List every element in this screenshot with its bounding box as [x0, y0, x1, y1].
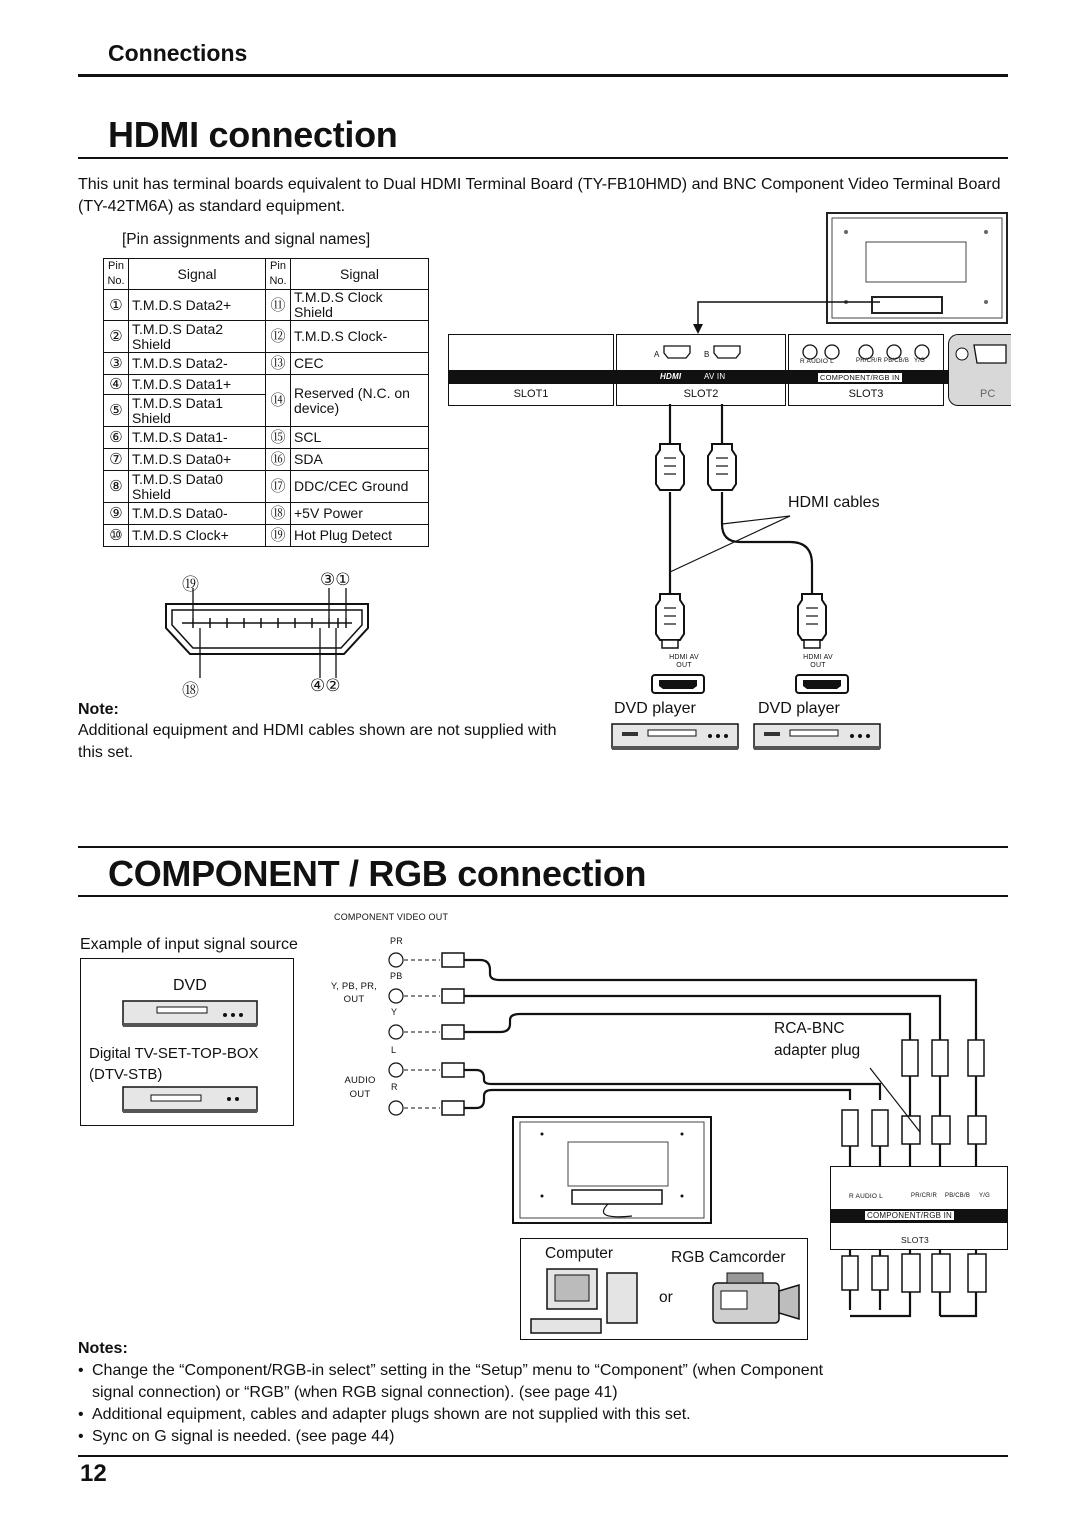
jack-label-pr: PR — [390, 936, 403, 946]
note-item: • Sync on G signal is needed. (see page 44) — [78, 1426, 858, 1448]
pin-number: ⑨ — [104, 503, 129, 525]
footer-rule — [78, 1455, 1008, 1457]
hdmi-title: HDMI connection — [108, 114, 398, 155]
pin-no-header: Pin No. — [104, 259, 129, 290]
pin-number: ⑪ — [266, 290, 291, 321]
pin-signal: T.M.D.S Data1- — [129, 427, 266, 449]
pin-number: ③ — [104, 353, 129, 375]
example-label: Example of input signal source — [80, 936, 298, 953]
terminal-slots — [448, 334, 1010, 406]
jack-label-pb: PB — [390, 971, 403, 981]
pin-signal: +5V Power — [291, 503, 429, 525]
player2-hdmi-port — [795, 674, 849, 694]
panel-slot-label: SLOT3 — [901, 1235, 929, 1245]
connector-label-top-right: ③① — [320, 570, 351, 589]
slot3-audio-label: R AUDIO L — [800, 358, 834, 365]
hdmi-port-a-icon — [662, 344, 692, 360]
hdmi-port-b-icon — [712, 344, 742, 360]
connector-label-top-left: ⑲ — [182, 575, 199, 594]
pin-number: ⑧ — [104, 471, 129, 503]
slot3-name: COMPONENT/RGB IN — [820, 373, 900, 382]
hdmi-port-a-label: A — [654, 350, 660, 359]
pin-number: ⑥ — [104, 427, 129, 449]
pc-label: PC — [980, 388, 996, 400]
rgb-source-box — [520, 1238, 808, 1340]
note-item: • Change the “Component/RGB-in select” setting in the “Setup” menu to “Component” (when Component signal connection) or “RGB” (when RGB signal connection). (see page 41) — [78, 1360, 858, 1404]
component-top-rule — [78, 846, 1008, 848]
pin-number: ⑰ — [266, 471, 291, 503]
pin-number: ① — [104, 290, 129, 321]
pin-number: ② — [104, 321, 129, 353]
pin-signal: T.M.D.S Data2- — [129, 353, 266, 375]
player2-label: DVD player — [758, 700, 840, 717]
pin-signal: SCL — [291, 427, 429, 449]
dvd-player1-icon — [610, 720, 740, 752]
pin-number: ⑯ — [266, 449, 291, 471]
pin-signal: T.M.D.S Data0- — [129, 503, 266, 525]
computer-icon — [527, 1267, 645, 1337]
source-box — [80, 958, 294, 1126]
adapter-label: RCA-BNC adapter plug — [774, 1020, 861, 1059]
pin-no-header: Pin No. — [266, 259, 291, 290]
panel-y-label: Y/G — [979, 1193, 990, 1199]
signal-header: Signal — [129, 259, 266, 290]
connector-label-bottom-left: ⑱ — [182, 681, 199, 700]
computer-label: Computer — [545, 1245, 614, 1262]
pin-caption: [Pin assignments and signal names] — [122, 231, 371, 248]
page-number: 12 — [80, 1460, 107, 1487]
pin-number: ⑤ — [104, 395, 129, 427]
display-rear-panel — [512, 1116, 712, 1224]
notes-heading: Notes: — [78, 1340, 128, 1357]
pin-signal: T.M.D.S Data2+ — [129, 290, 266, 321]
player1-hdmi-port — [651, 674, 705, 694]
hdmi-intro: This unit has terminal boards equivalent to Dual HDMI Terminal Board (TY-FB10HMD) and BNC Component Video Terminal Board (TY-42TM6A) as standard equipment. — [78, 176, 1001, 215]
pin-signal: DDC/CEC Ground — [291, 471, 429, 503]
pin-signal: Hot Plug Detect — [291, 525, 429, 547]
note-text: Additional equipment and HDMI cables shown are not supplied with this set. — [78, 722, 557, 761]
stb-label: Digital TV-SET-TOP-BOX (DTV-STB) — [89, 1045, 259, 1083]
component-video-out-label: COMPONENT VIDEO OUT — [334, 912, 449, 922]
slot3-pb-label: PB/CB/B — [884, 358, 910, 364]
dvd-label: DVD — [173, 977, 207, 994]
notes-list — [78, 1360, 858, 1448]
pin-signal: T.M.D.S Clock- — [291, 321, 429, 353]
signal-header: Signal — [291, 259, 429, 290]
pin-signal: T.M.D.S Data0+ — [129, 449, 266, 471]
panel-pr-label: PR/CR/R — [911, 1193, 938, 1199]
hdmi-port-b-label: B — [704, 350, 710, 359]
pin-number: ④ — [104, 375, 129, 395]
component-rgb-panel — [830, 1166, 1008, 1250]
pin-signal: T.M.D.S Data2 Shield — [129, 321, 266, 353]
pin-signal: T.M.D.S Clock+ — [129, 525, 266, 547]
pin-assignment-table — [103, 258, 429, 547]
hdmi-logo: HDMI — [660, 372, 682, 381]
section-heading: Connections — [108, 40, 248, 66]
pin-signal: CEC — [291, 353, 429, 375]
pin-number: ⑬ — [266, 353, 291, 375]
pin-number: ⑦ — [104, 449, 129, 471]
connector-label-bottom-right: ④② — [310, 676, 341, 695]
note-item: • Additional equipment, cables and adapter plugs shown are not supplied with this set. — [78, 1404, 858, 1426]
slot2-label: SLOT2 — [683, 388, 719, 400]
slot1-label: SLOT1 — [513, 388, 549, 400]
pc-port-icon — [954, 342, 1010, 366]
jack-label-l: L — [391, 1045, 397, 1055]
player2-port-label: HDMI AV OUT — [803, 654, 833, 669]
or-label: or — [659, 1289, 673, 1306]
hdmi-cables-label: HDMI cables — [788, 494, 880, 511]
hdmi-connector-diagram — [160, 588, 380, 680]
pin-number: ⑭ — [266, 375, 291, 427]
note-heading: Note: — [78, 701, 119, 718]
pin-signal: Reserved (N.C. on device) — [291, 375, 429, 427]
pin-signal: SDA — [291, 449, 429, 471]
pin-number: ⑫ — [266, 321, 291, 353]
header-rule — [78, 74, 1008, 77]
pin-number: ⑲ — [266, 525, 291, 547]
hdmi-title-rule — [78, 157, 1008, 159]
player1-port-label: HDMI AV OUT — [669, 654, 699, 669]
jack-label-r: R — [391, 1082, 398, 1092]
dvd-player2-icon — [752, 720, 882, 752]
audio-out-label: AUDIO OUT — [344, 1075, 376, 1100]
dvd-icon — [121, 997, 261, 1031]
pin-signal: T.M.D.S Data0 Shield — [129, 471, 266, 503]
ypbpr-out-label: Y, PB, PR, OUT — [330, 981, 378, 1005]
component-title: COMPONENT / RGB connection — [108, 853, 647, 894]
camcorder-label: RGB Camcorder — [671, 1249, 786, 1266]
pin-number: ⑱ — [266, 503, 291, 525]
pin-signal: T.M.D.S Data1+ — [129, 375, 266, 395]
camcorder-icon — [707, 1269, 803, 1335]
pin-signal: T.M.D.S Data1 Shield — [129, 395, 266, 427]
slot3-pr-label: PR/CR/R — [856, 358, 883, 364]
player1-label: DVD player — [614, 700, 696, 717]
panel-audio-label: R AUDIO L — [849, 1193, 883, 1200]
pin-number: ⑮ — [266, 427, 291, 449]
slot3-y-label: Y/G — [914, 358, 925, 364]
pin-number: ⑩ — [104, 525, 129, 547]
slot3-label: SLOT3 — [848, 388, 884, 400]
panel-pb-label: PB/CB/B — [945, 1193, 971, 1199]
stb-icon — [121, 1085, 261, 1117]
component-title-rule — [78, 895, 1008, 897]
pin-signal: T.M.D.S Clock Shield — [291, 290, 429, 321]
panel-name: COMPONENT/RGB IN — [867, 1211, 952, 1220]
jack-label-y: Y — [391, 1007, 398, 1017]
av-in-label: AV IN — [704, 372, 726, 381]
